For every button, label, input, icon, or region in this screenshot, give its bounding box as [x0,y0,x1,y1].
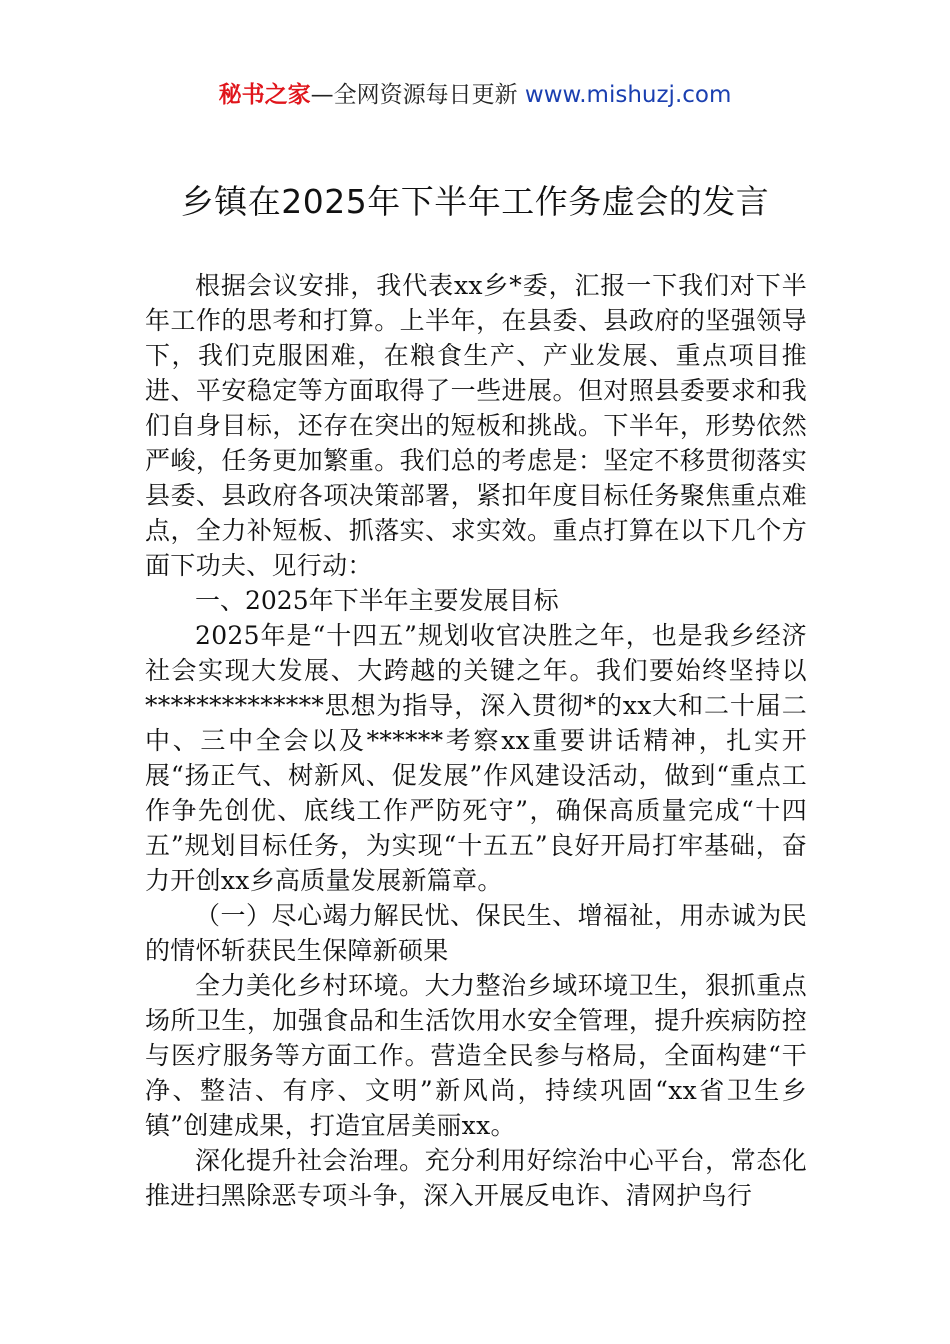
site-url-link[interactable]: www.mishuzj.com [524,82,732,108]
body-paragraph: 全力美化乡村环境。大力整治乡域环境卫生，狠抓重点场所卫生，加强食品和生活饮用水安全管理，提升疾病防控与医疗服务等方面工作。营造全民参与格局，全面构建“干净、整洁、有序、文明”新风尚，持续巩固“xx省卫生乡镇”创建成果，打造宜居美丽xx。 [145,971,807,1140]
body-paragraph: 2025年是“十四五”规划收官决胜之年，也是我乡经济社会实现大发展、大跨越的关键之年。我们要始终坚持以**************思想为指导，深入贯彻*的xx大和二十届二中、三中全会以及******考察xx重要讲话精神，扎实开展“扬正气、树新风、促发展”作风建设活动，做到“重点工作争先创优、底线工作严防死守”，确保高质量完成“十四五”规划目标任务，为实现“十五五”良好开局打牢基础，奋力开创xx乡高质量发展新篇章。 [145,621,807,895]
site-tagline: —全网资源每日更新 [310,82,525,108]
site-brand: 秘书之家 [218,82,311,108]
subsection-heading-1: （一）尽心竭力解民忧、保民生、增福祉，用赤诚为民的情怀斩获民生保障新硕果 [145,901,807,965]
body-paragraph: 深化提升社会治理。充分利用好综治中心平台，常态化推进扫黑除恶专项斗争，深入开展反电诈、清网护鸟行 [145,1146,807,1210]
site-header [0,78,950,112]
section-heading-1: 一、2025年下半年主要发展目标 [195,586,559,615]
intro-paragraph: 根据会议安排，我代表xx乡*委，汇报一下我们对下半年工作的思考和打算。上半年，在县委、县政府的坚强领导下，我们克服困难，在粮食生产、产业发展、重点项目推进、平安稳定等方面取得了一些进展。但对照县委要求和我们自身目标，还存在突出的短板和挑战。下半年，形势依然严峻，任务更加繁重。我们总的考虑是：坚定不移贯彻落实县委、县政府各项决策部署，紧扣年度目标任务聚焦重点难点，全力补短板、抓落实、求实效。重点打算在以下几个方面下功夫、见行动： [145,271,807,580]
document-title: 乡镇在2025年下半年工作务虚会的发言 [180,182,770,221]
document-body [145,268,807,1213]
